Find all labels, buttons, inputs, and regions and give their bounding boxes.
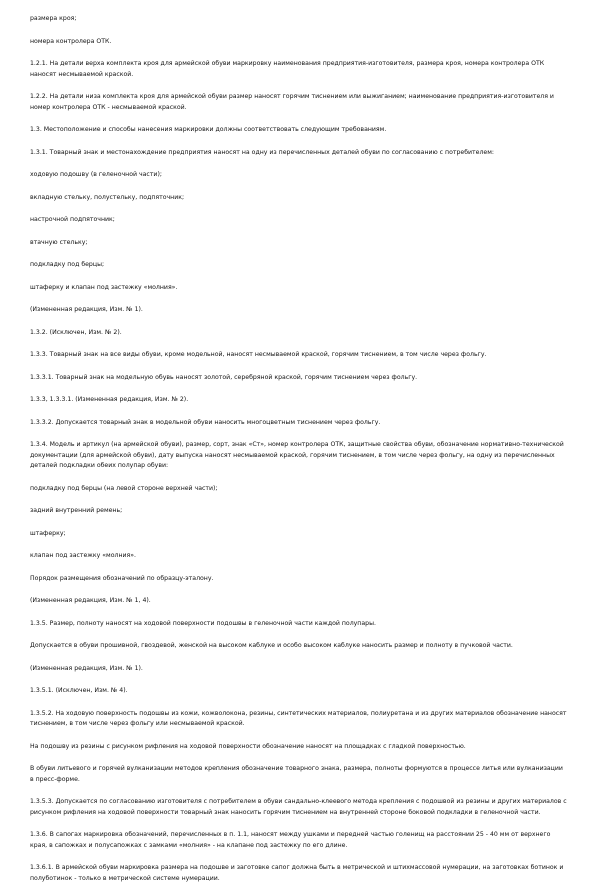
paragraph: ходовую подошву (в геленочной части); [30,171,162,178]
paragraph: (Измененная редакция, Изм. № 1, 4). [30,597,151,604]
paragraph: 1.3. Местоположение и способы нанесения маркировки должны соответствовать следующим требованиям. [30,126,387,133]
paragraph: (Измененная редакция, Изм. № 1). [30,664,143,672]
paragraph: Порядок размещения обозначений по образцу-эталону. [30,574,214,582]
paragraph: задний внутренний ремень; [30,507,123,514]
paragraph: 1.3.2. (Исключен, Изм. № 2). [30,328,122,336]
document-page [30,14,568,896]
paragraph: вкладную стельку, полустельку, подпяточник; [30,193,185,201]
paragraph: В обуви литьевого и горячей вулканизации методов крепления обозначение товарного знака, размера, полноты формуются в процессе литья или вулканизации в пресс-форме. [30,765,563,783]
paragraph: (Измененная редакция, Изм. № 1). [30,306,143,313]
paragraph: 1.3.5.3. Допускается по согласованию изготовителя с потребителем в обуви сандально-клеевого метода крепления с подошвой из резины и других материалов с рисунком рифления на ходовой поверхности товарный знак наносить горячим тиснением на внутренней стороне боковой подкладки в геленочной части. [30,798,567,816]
paragraph: На подошву из резины с рисунком рифления на ходовой поверхности обозначение наносят на площадках с гладкой поверхностью. [30,742,466,750]
paragraph: 1.3.5.2. На ходовую поверхность подошвы из кожи, кожволокона, резины, синтетических материалов, полиуретана и из других материалов обозначение наносят тиснением, в том числе через фольгу или несмываемой краской. [30,709,567,727]
paragraph: 1.3.3.2. Допускается товарный знак в модельной обуви наносить многоцветным тиснением через фольгу. [30,418,381,426]
paragraph: 1.2.2. На детали низа комплекта кроя для армейской обуви размер наносят горячим тиснением или выжиганием; наименование предприятия-изготовителя и номер контролера ОТК - несмываемой краской. [30,93,554,111]
paragraph: 1.3.3.1. Товарный знак на модельную обувь наносят золотой, серебряной краской, горячим тиснением через фольгу. [30,373,418,381]
paragraph: 1.3.1. Товарный знак и местонахождение предприятия наносят на одну из перечисленных деталей обуви по согласованию с потребителем: [30,148,494,156]
paragraph: подкладку под берцы; [30,261,105,268]
paragraph: 1.3.3, 1.3.3.1. (Измененная редакция, Изм. № 2). [30,396,189,403]
paragraph: подкладку под берцы (на левой стороне верхней части); [30,484,218,492]
paragraph: номера контролера ОТК. [30,37,112,45]
paragraph: 1.3.3. Товарный знак на все виды обуви, кроме модельной, наносят несмываемой краской, горячим тиснением, в том числе через фольгу. [30,351,487,358]
paragraph: 1.3.6.1. В армейской обуви маркировка размера на подошве и заготовке сапог должна быть в метрической и штихмассовой нумерации, на заготовках ботинок и полуботинок - только в метрической системе нумерации. [30,864,564,882]
paragraph: 1.2.1. На детали верха комплекта кроя для армейской обуви маркировку наименования предприятия-изготовителя, размера кроя, номера контролера ОТК наносят несмываемой краской. [30,60,545,78]
paragraph: Допускается в обуви прошивной, гвоздевой, женской на высоком каблуке и особо высоком каблуке наносить размер и полноту в пучковой части. [30,642,513,649]
paragraph: втачную стельку; [30,238,88,246]
paragraph: штаферку; [30,529,66,537]
paragraph: клапан под застежку «молния». [30,552,136,559]
paragraph: размера кроя; [30,15,77,22]
paragraph: настрочной подпяточник; [30,216,115,223]
paragraph: 1.3.5. Размер, полноту наносят на ходовой поверхности подошвы в геленочной части каждой полупары. [30,619,376,627]
paragraph: 1.3.6. В сапогах маркировка обозначений, перечисленных в п. 1.1, наносят между ушками и передней частью голенищ на расстоянии 25 - 40 мм от верхнего края, в сапожках и полусапожках с замками «молния» - на клапане под застежку по его длине. [30,831,551,849]
paragraph: 1.3.5.1. (Исключен, Изм. № 4). [30,687,128,694]
paragraph: 1.3.4. Модель и артикул (на армейской обуви), размер, сорт, знак «Ст», номер контролера ОТК, защитные свойства обуви, обозначение нормативно-технической документации (для армейской обуви), дату выпуска наносят несмываемой краской, горячим тиснением, в том числе через фольгу, на одну из перечисленных деталей подкладки обеих полупар обуви: [30,441,564,469]
paragraph: штаферку и клапан под застежку «молния». [30,283,178,291]
